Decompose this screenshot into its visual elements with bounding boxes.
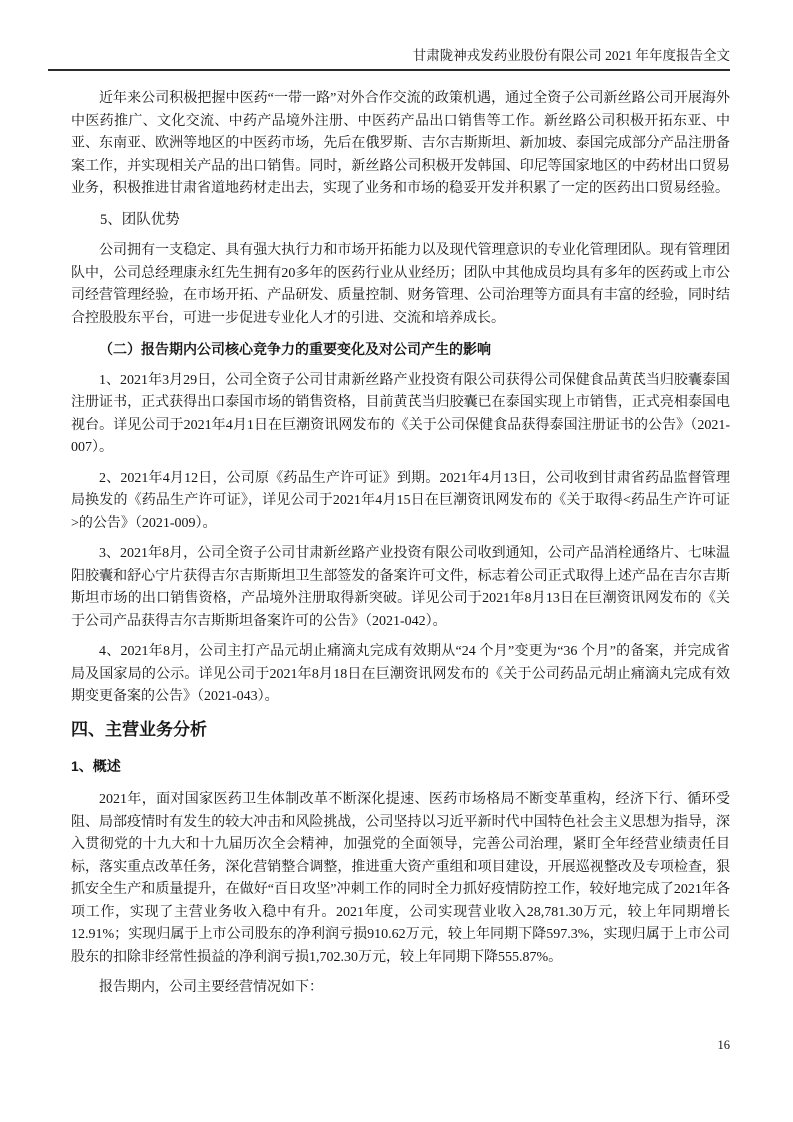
closing-paragraph: 报告期内，公司主要经营情况如下： [99, 980, 323, 995]
page-header [48, 46, 730, 71]
overview-heading: 1、概述 [71, 757, 121, 774]
item1-paragraph: 1、2021年3月29日，公司全资子公司甘肃新丝路产业投资有限公司获得公司保健食品黄芪当归胶囊泰国注册证书，正式获得出口泰国市场的销售资格，目前黄芪当归胶囊已在泰国实现上市销售，正式亮相泰国电视台。详见公司于2021年4月1日在巨潮资讯网发布的《关于公司保健食品获得泰国注册证书的公告》（2021-007）。 [71, 372, 730, 455]
report-header-title: 甘肃陇神戎发药业股份有限公司 2021 年年度报告全文 [412, 48, 730, 63]
page-content [71, 88, 730, 1008]
section2-heading: （二）报告期内公司核心竞争力的重要变化及对公司产生的影响 [99, 341, 491, 357]
intro-paragraph: 近年来公司积极把握中医药“一带一路”对外合作交流的政策机遇，通过全资子公司新丝路公司开展海外中医药推广、文化交流、中药产品境外注册、中医药产品出口销售等工作。新丝路公司积极开拓东亚、中亚、东南亚、欧洲等地区的中医药市场，先后在俄罗斯、吉尔吉斯斯坦、新加坡、泰国完成部分产品注册备案工作，并实现相关产品的出口销售。同时，新丝路公司积极开发韩国、印尼等国家地区的中药材出口贸易业务，积极推进甘肃省道地药材走出去，实现了业务和市场的稳妥开发并积累了一定的医药出口贸易经验。 [71, 91, 730, 196]
main-business-analysis-heading: 四、主营业务分析 [71, 719, 207, 739]
item3-paragraph: 3、2021年8月，公司全资子公司甘肃新丝路产业投资有限公司收到通知，公司产品消栓通络片、七味温阳胶囊和舒心宁片获得吉尔吉斯斯坦卫生部签发的备案许可文件，标志着公司正式取得上述产品在吉尔吉斯斯坦市场的出口销售资格，产品境外注册取得新突破。详见公司于2021年8月13日在巨潮资讯网发布的《关于公司产品获得吉尔吉斯斯坦备案许可的公告》（2021-042）。 [71, 546, 730, 629]
item2-paragraph: 2、2021年4月12日，公司原《药品生产许可证》到期。2021年4月13日，公司收到甘肃省药品监督管理局换发的《药品生产许可证》，详见公司于2021年4月15日在巨潮资讯网发布的《关于取得<药品生产许可证>的公告》（2021-009）。 [71, 470, 730, 531]
page-number: 16 [717, 1038, 730, 1052]
team-advantage-heading: 5、团队优势 [100, 211, 180, 228]
item4-paragraph: 4、2021年8月，公司主打产品元胡止痛滴丸完成有效期从“24 个月”变更为“36 个月”的备案，并完成省局及国家局的公示。详见公司于2021年8月18日在巨潮资讯网发布的《关于公司药品元胡止痛滴丸完成有效期变更备案的公告》（2021-043）。 [71, 644, 730, 704]
overview-paragraph: 2021年，面对国家医药卫生体制改革不断深化提速、医药市场格局不断变革重构，经济下行、循环受阻、局部疫情时有发生的较大冲击和风险挑战，公司坚持以习近平新时代中国特色社会主义思想为指导，深入贯彻党的十九大和十九届历次全会精神，加强党的全面领导，完善公司治理，紧盯全年经营业绩责任目标，落实重点改革任务，深化营销整合调整，推进重大资产重组和项目建设，开展巡视整改及专项检查，狠抓安全生产和质量提升，在做好“百日攻坚”冲刺工作的同时全力抓好疫情防控工作，较好地完成了2021年各项工作，实现了主营业务收入稳中有升。2021年度，公司实现营业收入28,781.30万元，较上年同期增长12.91%；实现归属于上市公司股东的净利润亏损910.62万元，较上年同期下降597.3%，实现归属于上市公司股东的扣除非经常性损益的净利润亏损1,702.30万元，较上年同期下降555.87%。 [71, 792, 730, 965]
team-paragraph: 公司拥有一支稳定、具有强大执行力和市场开拓能力以及现代管理意识的专业化管理团队。现有管理团队中，公司总经理康永红先生拥有20多年的医药行业从业经历；团队中其他成员均具有多年的医药或上市公司经营管理经验，在市场开拓、产品研发、质量控制、财务管理、公司治理等方面具有丰富的经验，同时结合控股股东平台，可进一步促进专业化人才的引进、交流和培养成长。 [71, 243, 730, 326]
